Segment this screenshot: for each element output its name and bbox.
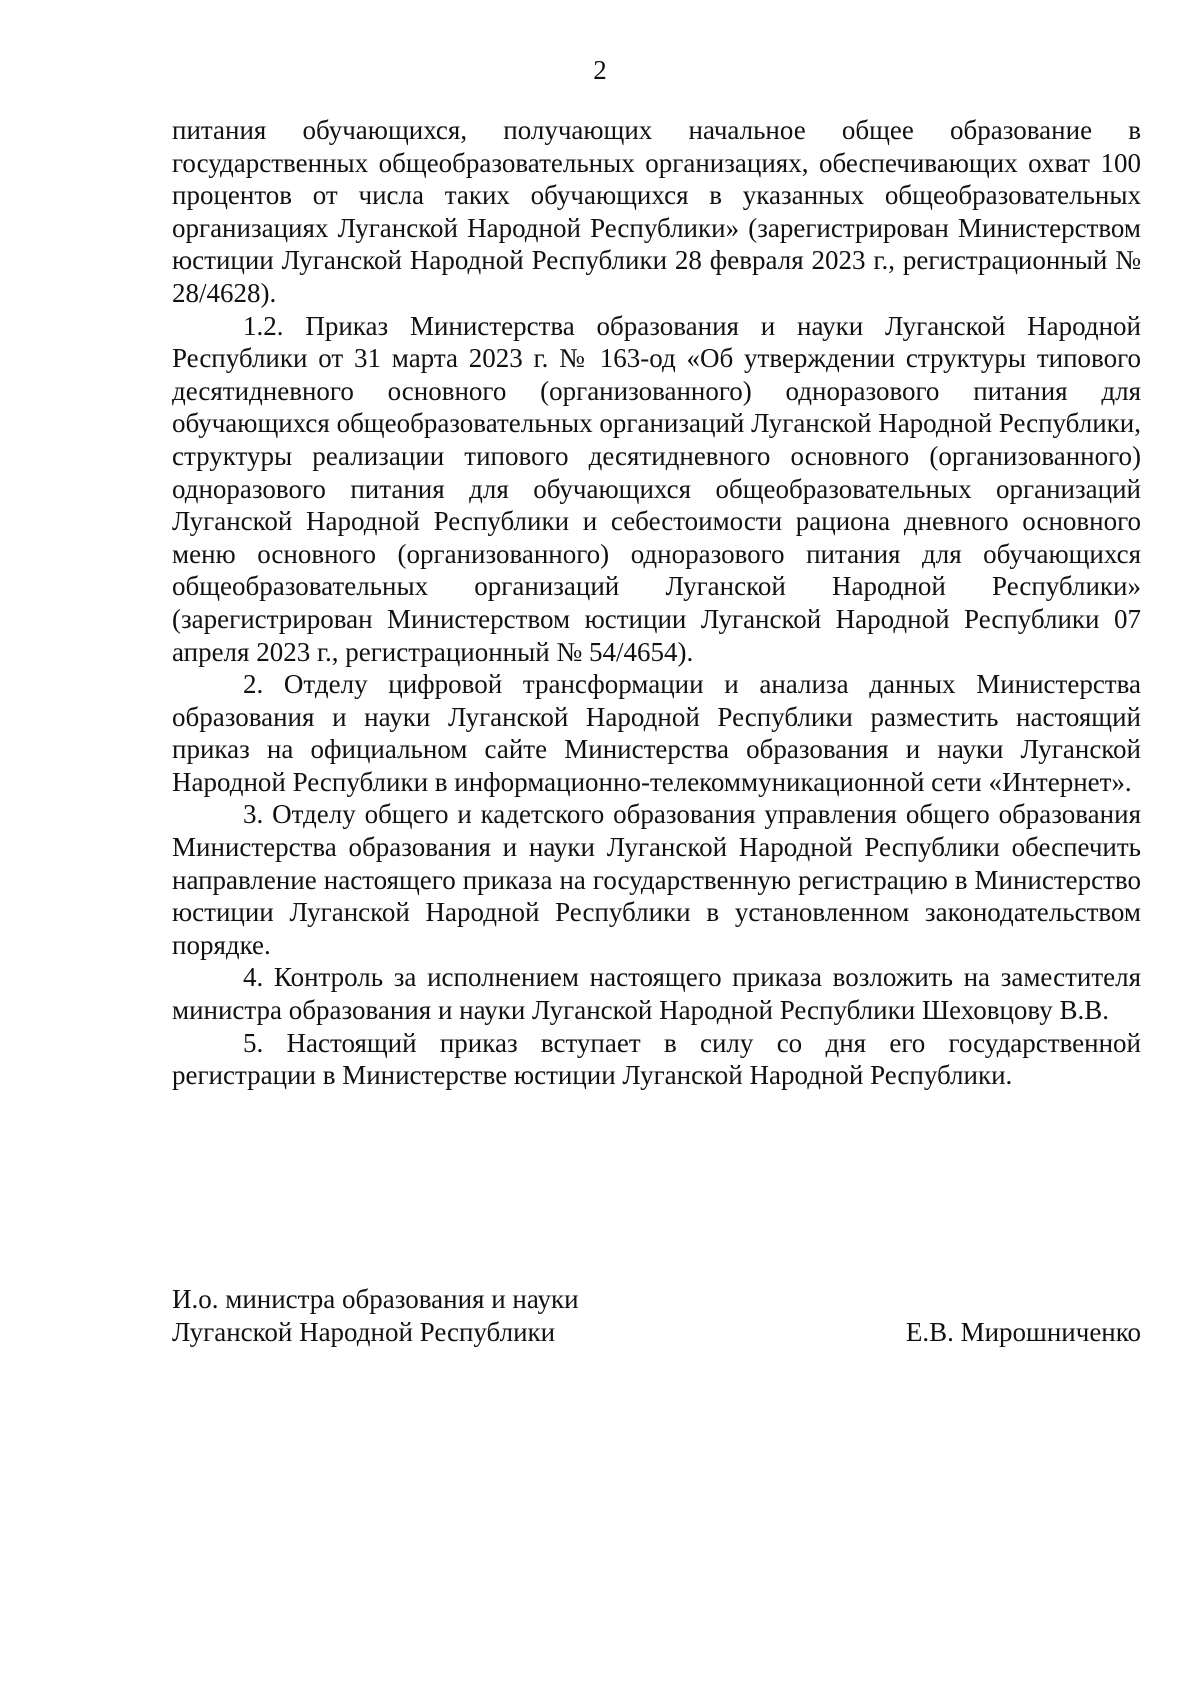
- paragraph-item-2: 2. Отделу цифровой трансформации и анализа данных Министерства образования и науки Луганской Народной Республики разместить настоящий приказ на официальном сайте Министерства образования и науки Луганской Народной Республики в информационно-телекоммуникационной сети «Интернет».: [172, 669, 1141, 797]
- signature-block: [172, 1283, 1141, 1348]
- signature-title-line-1: [172, 1283, 1141, 1316]
- paragraph-item-1-2: 1.2. Приказ Министерства образования и науки Луганской Народной Республики от 31 марта 2023 г. № 163-од «Об утверждении структуры типового десятидневного основного (организованного) одноразового питания для обучающихся общеобразовательных организаций Луганской Народной Республики, структуры реализации типового десятидневного основного (организованного) одноразового питания для обучающихся общеобразовательных организаций Луганской Народной Республики и себестоимости рациона дневного основного меню основного (организованного) одноразового питания для обучающихся общеобразовательных организаций Луганской Народной Республики» (зарегистрирован Министерством юстиции Луганской Народной Республики 07 апреля 2023 г., регистрационный № 54/4654).: [172, 310, 1141, 667]
- paragraph-item-3: 3. Отделу общего и кадетского образования управления общего образования Министерства образования и науки Луганской Народной Республики обеспечить направление настоящего приказа на государственную регистрацию в Министерство юстиции Луганской Народной Республики в установленном законодательством порядке.: [172, 799, 1141, 960]
- paragraph-continuation: питания обучающихся, получающих начальное общее образование в государственных общеобразовательных организациях, обеспечивающих охват 100 процентов от числа таких обучающихся в указанных общеобразовательных организациях Луганской Народной Республики» (зарегистрирован Министерством юстиции Луганской Народной Республики 28 февраля 2023 г., регистрационный № 28/4628).: [172, 115, 1141, 308]
- signatory-name: Е.В. Мирошниченко: [905, 1316, 1141, 1347]
- paragraph-item-4: 4. Контроль за исполнением настоящего приказа возложить на заместителя министра образования и науки Луганской Народной Республики Шеховцову В.В.: [172, 962, 1141, 1026]
- signature-title-line-2: [172, 1316, 1141, 1349]
- signatory-title-2: Луганской Народной Республики: [172, 1316, 556, 1347]
- document-body: [172, 114, 1141, 1092]
- signatory-title-1: И.о. министра образования и науки: [172, 1284, 579, 1314]
- page-number: 2: [593, 55, 607, 85]
- paragraph-item-5: 5. Настоящий приказ вступает в силу со дня его государственной регистрации в Министерстве юстиции Луганской Народной Республики.: [172, 1027, 1141, 1091]
